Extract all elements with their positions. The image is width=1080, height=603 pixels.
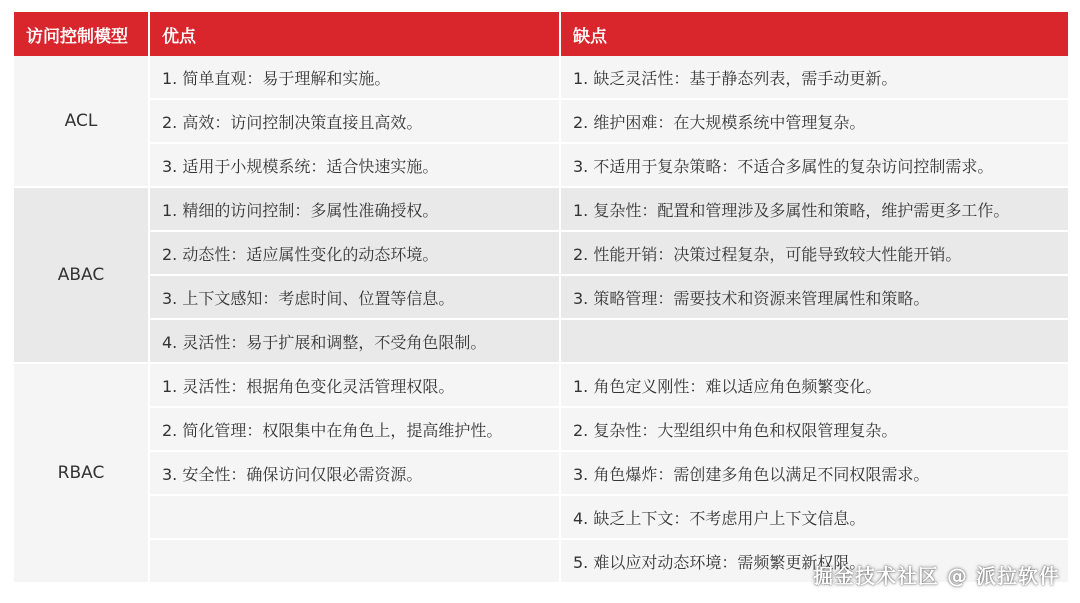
header-pros: 优点 bbox=[150, 12, 561, 56]
table-row bbox=[14, 452, 1068, 496]
con-cell bbox=[561, 320, 1068, 364]
con-cell: 2. 性能开销：决策过程复杂，可能导致较大性能开销。 bbox=[561, 232, 1068, 276]
pro-cell: 2. 动态性：适应属性变化的动态环境。 bbox=[150, 232, 561, 276]
table-row bbox=[14, 496, 1068, 540]
table-row bbox=[14, 56, 1068, 100]
watermark: 掘金技术社区 @ 派拉软件 bbox=[813, 564, 1060, 588]
pro-cell: 2. 高效：访问控制决策直接且高效。 bbox=[150, 100, 561, 144]
table-row bbox=[14, 188, 1068, 232]
con-cell: 3. 不适用于复杂策略：不适合多属性的复杂访问控制需求。 bbox=[561, 144, 1068, 188]
pro-cell: 3. 适用于小规模系统：适合快速实施。 bbox=[150, 144, 561, 188]
table-row bbox=[14, 144, 1068, 188]
con-cell: 5. 难以应对动态环境：需频繁更新权限。 bbox=[561, 540, 1068, 584]
con-cell: 3. 角色爆炸：需创建多角色以满足不同权限需求。 bbox=[561, 452, 1068, 496]
header-cons: 缺点 bbox=[561, 12, 1068, 56]
pro-cell: 3. 上下文感知：考虑时间、位置等信息。 bbox=[150, 276, 561, 320]
pro-cell bbox=[150, 496, 561, 540]
con-cell: 1. 缺乏灵活性：基于静态列表，需手动更新。 bbox=[561, 56, 1068, 100]
pro-cell: 1. 精细的访问控制：多属性准确授权。 bbox=[150, 188, 561, 232]
model-cell-abac: ABAC bbox=[14, 188, 150, 364]
pro-cell: 4. 灵活性：易于扩展和调整，不受角色限制。 bbox=[150, 320, 561, 364]
table-row bbox=[14, 276, 1068, 320]
con-cell: 1. 角色定义刚性：难以适应角色频繁变化。 bbox=[561, 364, 1068, 408]
table-row bbox=[14, 320, 1068, 364]
con-cell: 2. 维护困难：在大规模系统中管理复杂。 bbox=[561, 100, 1068, 144]
table-row bbox=[14, 100, 1068, 144]
table-header-row bbox=[14, 12, 1068, 56]
access-control-comparison-table bbox=[14, 12, 1068, 584]
pro-cell: 1. 简单直观：易于理解和实施。 bbox=[150, 56, 561, 100]
con-cell: 3. 策略管理：需要技术和资源来管理属性和策略。 bbox=[561, 276, 1068, 320]
pro-cell: 2. 简化管理：权限集中在角色上，提高维护性。 bbox=[150, 408, 561, 452]
model-cell-rbac: RBAC bbox=[14, 364, 150, 584]
pro-cell: 3. 安全性：确保访问仅限必需资源。 bbox=[150, 452, 561, 496]
header-model: 访问控制模型 bbox=[14, 12, 150, 56]
con-cell: 1. 复杂性：配置和管理涉及多属性和策略，维护需更多工作。 bbox=[561, 188, 1068, 232]
pro-cell: 1. 灵活性：根据角色变化灵活管理权限。 bbox=[150, 364, 561, 408]
con-cell: 2. 复杂性：大型组织中角色和权限管理复杂。 bbox=[561, 408, 1068, 452]
table-row bbox=[14, 232, 1068, 276]
table-row bbox=[14, 408, 1068, 452]
con-cell: 4. 缺乏上下文：不考虑用户上下文信息。 bbox=[561, 496, 1068, 540]
table-row bbox=[14, 364, 1068, 408]
pro-cell bbox=[150, 540, 561, 584]
model-cell-acl: ACL bbox=[14, 56, 150, 188]
